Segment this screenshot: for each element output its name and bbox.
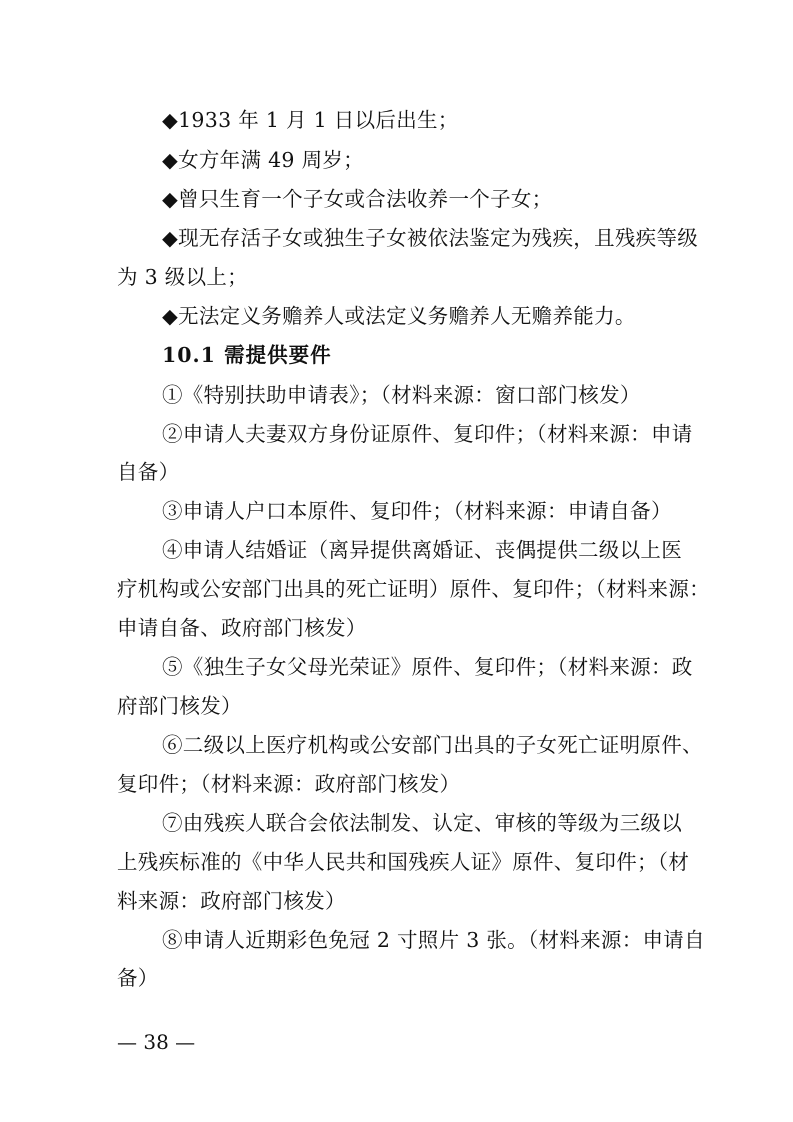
criterion-woman-age: ◆女方年满 49 周岁； [162, 148, 364, 172]
criterion-disability-cont: 为 3 级以上； [117, 265, 248, 289]
material-item-4: ④申请人结婚证（离异提供离婚证、丧偶提供二级以上医 [162, 538, 682, 562]
section-heading: 10.1 需提供要件 [162, 343, 332, 367]
material-item-2-cont: 自备） [117, 460, 180, 484]
criterion-disability: ◆现无存活子女或独生子女被依法鉴定为残疾，且残疾等级 [162, 226, 699, 250]
criterion-birth-date: ◆1933 年 1 月 1 日以后出生； [162, 108, 459, 132]
material-item-8: ⑧申请人近期彩色免冠 2 寸照片 3 张。（材料来源：申请自 [162, 928, 705, 952]
material-item-8-cont: 备） [117, 966, 159, 990]
material-item-6-cont: 复印件；（材料来源：政府部门核发） [117, 772, 461, 796]
material-item-5: ⑤《独生子女父母光荣证》原件、复印件；（材料来源：政 [162, 655, 693, 679]
material-item-6: ⑥二级以上医疗机构或公安部门出具的子女死亡证明原件、 [162, 733, 703, 757]
material-item-4-cont: 疗机构或公安部门出具的死亡证明）原件、复印件；（材料来源： [117, 577, 710, 601]
criterion-one-child: ◆曾只生育一个子女或合法收养一个子女； [162, 187, 553, 211]
material-item-1: ①《特别扶助申请表》；（材料来源：窗口部门核发） [162, 383, 641, 407]
material-item-2: ②申请人夫妻双方身份证原件、复印件；（材料来源：申请 [162, 422, 693, 446]
material-item-7: ⑦由残疾人联合会依法制发、认定、审核的等级为三级以 [162, 811, 682, 835]
material-item-7-cont2: 料来源：政府部门核发） [117, 889, 346, 913]
material-item-7-cont: 上残疾标准的《中华人民共和国残疾人证》原件、复印件；（材 [117, 850, 690, 874]
material-item-5-cont: 府部门核发） [117, 694, 242, 718]
page-number: — 38 — [117, 1030, 196, 1054]
material-item-4-cont2: 申请自备、政府部门核发） [117, 616, 367, 640]
criterion-no-supporter: ◆无法定义务赡养人或法定义务赡养人无赡养能力。 [162, 304, 636, 328]
material-item-3: ③申请人户口本原件、复印件；（材料来源：申请自备） [162, 499, 672, 523]
